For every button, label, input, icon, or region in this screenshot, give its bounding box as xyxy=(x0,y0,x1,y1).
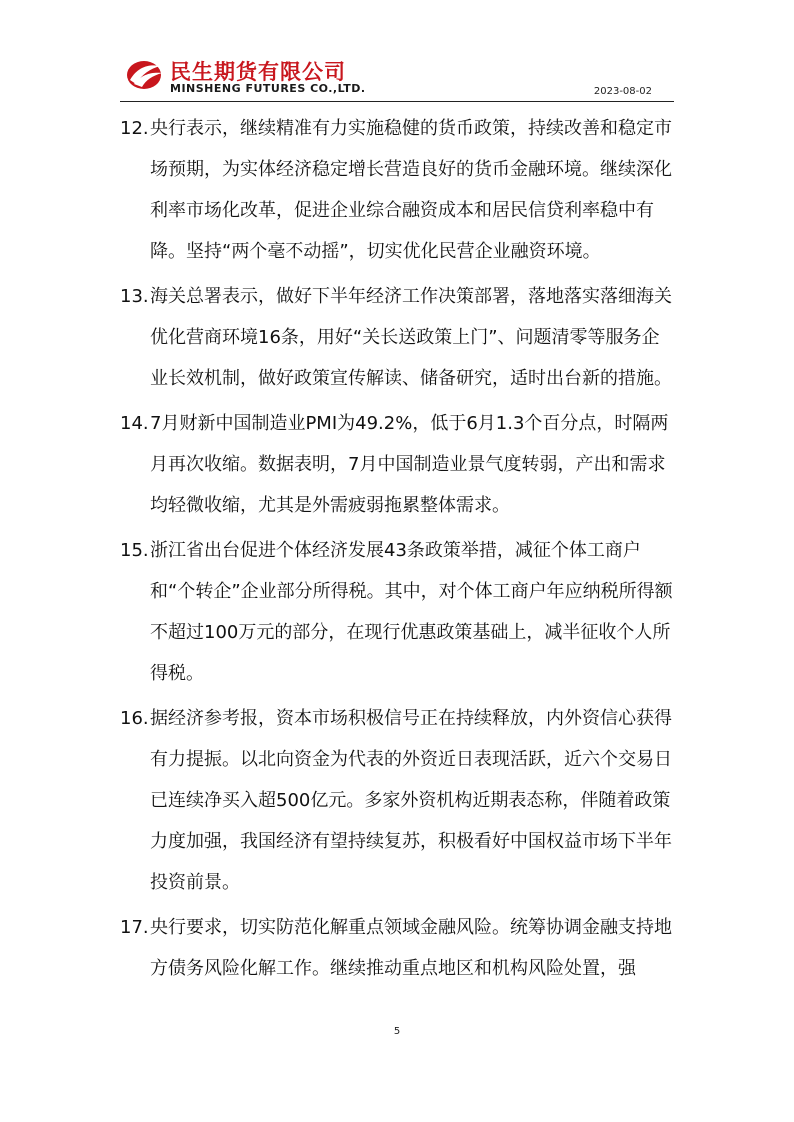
item-number: 13. xyxy=(120,286,149,307)
list-item xyxy=(120,403,676,526)
header-divider xyxy=(120,101,674,102)
news-list xyxy=(120,108,676,993)
list-item xyxy=(120,698,676,903)
document-header xyxy=(120,52,674,102)
item-text: 浙江省出台促进个体经济发展43条政策举措，减征个体工商户和“个转企”企业部分所得税。其中，对个体工商户年应纳税所得额不超过100万元的部分，在现行优惠政策基础上，减半征收个人所得税。 xyxy=(150,540,673,684)
report-date: 2023-08-02 xyxy=(593,86,652,97)
item-number: 12. xyxy=(120,118,149,139)
item-number: 14. xyxy=(120,413,149,434)
list-item xyxy=(120,530,676,694)
company-logo-icon xyxy=(124,56,164,92)
item-text: 央行表示，继续精准有力实施稳健的货币政策，持续改善和稳定市场预期，为实体经济稳定增长营造良好的货币金融环境。继续深化利率市场化改革，促进企业综合融资成本和居民信贷利率稳中有降。坚持“两个毫不动摇”，切实优化民营企业融资环境。 xyxy=(150,118,672,262)
item-text: 7月财新中国制造业PMI为49.2%，低于6月1.3个百分点，时隔两月再次收缩。数据表明，7月中国制造业景气度转弱，产出和需求均轻微收缩，尤其是外需疲弱拖累整体需求。 xyxy=(150,413,669,516)
company-name-cn: 民生期货有限公司 xyxy=(170,60,346,84)
item-number: 16. xyxy=(120,708,149,729)
item-text: 央行要求，切实防范化解重点领域金融风险。统筹协调金融支持地方债务风险化解工作。继续推动重点地区和机构风险处置，强 xyxy=(150,917,672,979)
company-name-en: MINSHENG FUTURES CO.,LTD. xyxy=(170,82,366,95)
list-item xyxy=(120,108,676,272)
list-item xyxy=(120,276,676,399)
item-text: 据经济参考报，资本市场积极信号正在持续释放，内外资信心获得有力提振。以北向资金为代表的外资近日表现活跃，近六个交易日已连续净买入超500亿元。多家外资机构近期表态称，伴随着政策力度加强，我国经济有望持续复苏，积极看好中国权益市场下半年投资前景。 xyxy=(150,708,672,893)
item-number: 17. xyxy=(120,917,149,938)
item-number: 15. xyxy=(120,540,149,561)
page-number: 5 xyxy=(393,1026,401,1037)
list-item xyxy=(120,907,676,989)
item-text: 海关总署表示，做好下半年经济工作决策部署，落地落实落细海关优化营商环境16条，用好“关长送政策上门”、问题清零等服务企业长效机制，做好政策宣传解读、储备研究，适时出台新的措施。 xyxy=(150,286,672,389)
